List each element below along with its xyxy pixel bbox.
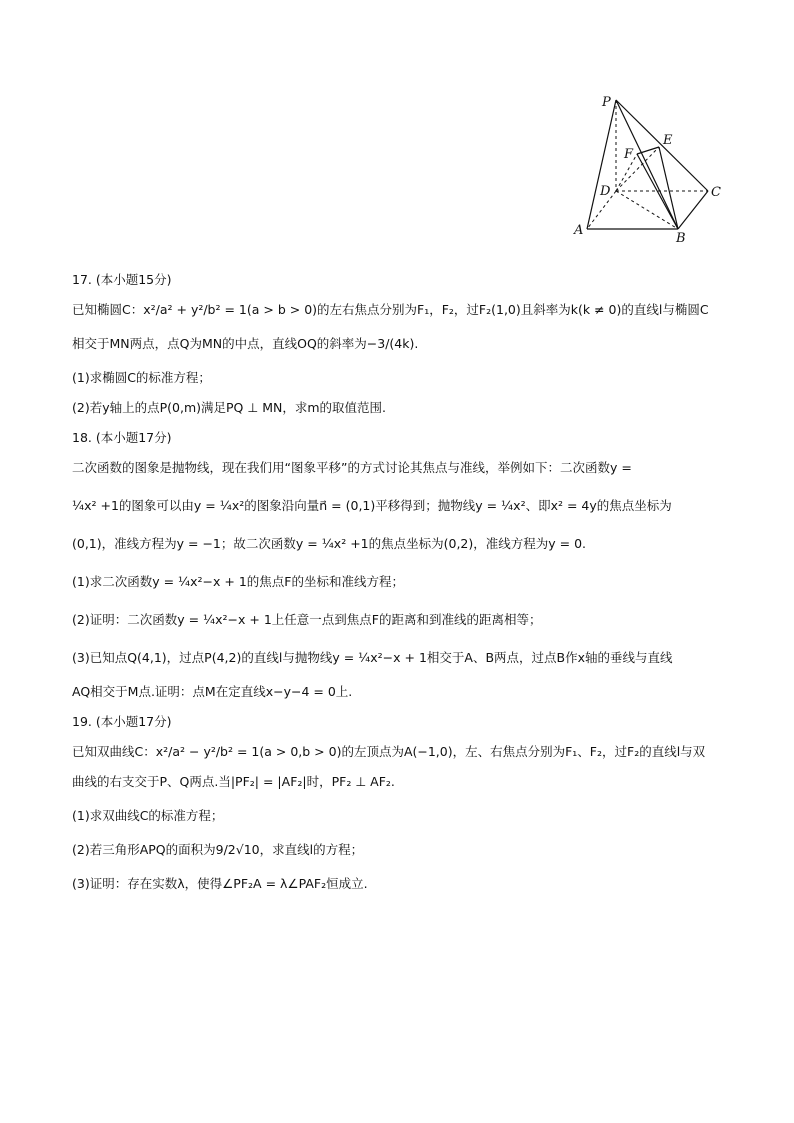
question-19-part-1: (1)求双曲线C的标准方程；	[72, 808, 224, 823]
label-E: E	[663, 133, 673, 148]
label-D: D	[600, 184, 611, 199]
question-17	[72, 270, 732, 418]
question-18-part-3-line-2: AQ相交于M点.证明：点M在定直线x−y−4 = 0上.	[72, 684, 353, 699]
label-F: F	[624, 147, 634, 162]
question-17-part-2: (2)若y轴上的点P(0,m)满足PQ ⊥ MN，求m的取值范围.	[72, 400, 386, 415]
question-17-body-line-1: 已知椭圆C：x²/a² + y²/b² = 1(a > b > 0)的左右焦点分别为F₁，F₂，过F₂(1,0)且斜率为k(k ≠ 0)的直线l与椭圆C	[72, 302, 709, 317]
question-18-body-line-3: (0,1)，准线方程为y = −1；故二次函数y = ¼x² +1的焦点坐标为(0,2)，准线方程为y = 0.	[72, 536, 586, 551]
question-19-header: 19. (本小题17分)	[72, 714, 172, 729]
label-C: C	[711, 185, 721, 200]
question-18-header: 18. (本小题17分)	[72, 430, 172, 445]
label-B: B	[676, 231, 686, 246]
question-18-part-3-line-1: (3)已知点Q(4,1)，过点P(4,2)的直线l与抛物线y = ¼x²−x + 1相交于A、B两点，过点B作x轴的垂线与直线	[72, 650, 673, 665]
question-18	[72, 428, 732, 702]
question-18-part-1: (1)求二次函数y = ¼x²−x + 1的焦点F的坐标和准线方程；	[72, 574, 404, 589]
label-P: P	[602, 95, 611, 110]
question-19-part-3: (3)证明：存在实数λ，使得∠PF₂A = λ∠PAF₂恒成立.	[72, 876, 368, 891]
question-18-body-line-2: ¼x² +1的图象可以由y = ¼x²的图象沿向量n⃗ = (0,1)平移得到；抛物线y = ¼x²、即x² = 4y的焦点坐标为	[72, 498, 672, 513]
question-17-part-1: (1)求椭圆C的标准方程；	[72, 370, 211, 385]
pyramid-diagram	[570, 88, 730, 248]
pyramid-figure	[570, 88, 730, 248]
question-18-part-2: (2)证明：二次函数y = ¼x²−x + 1上任意一点到焦点F的距离和到准线的距离相等；	[72, 612, 542, 627]
questions-content	[72, 270, 732, 894]
edge-PA	[587, 100, 616, 229]
question-17-header: 17. (本小题15分)	[72, 272, 172, 287]
label-A: A	[574, 223, 584, 238]
edge-BC	[678, 191, 708, 229]
question-17-body-line-2: 相交于MN两点，点Q为MN的中点，直线OQ的斜率为−3/(4k).	[72, 336, 419, 351]
question-19-body-line-2: 曲线的右支交于P、Q两点.当|PF₂| = |AF₂|时，PF₂ ⊥ AF₂.	[72, 774, 395, 789]
question-19	[72, 712, 732, 894]
question-19-body-line-1: 已知双曲线C：x²/a² − y²/b² = 1(a > 0,b > 0)的左顶点为A(−1,0)，左、右焦点分别为F₁、F₂，过F₂的直线l与双	[72, 744, 706, 759]
question-18-body-line-1: 二次函数的图象是抛物线，现在我们用“图象平移”的方式讨论其焦点与准线，举例如下：二次函数y =	[72, 460, 632, 475]
question-19-part-2: (2)若三角形APQ的面积为9/2√10，求直线l的方程；	[72, 842, 364, 857]
